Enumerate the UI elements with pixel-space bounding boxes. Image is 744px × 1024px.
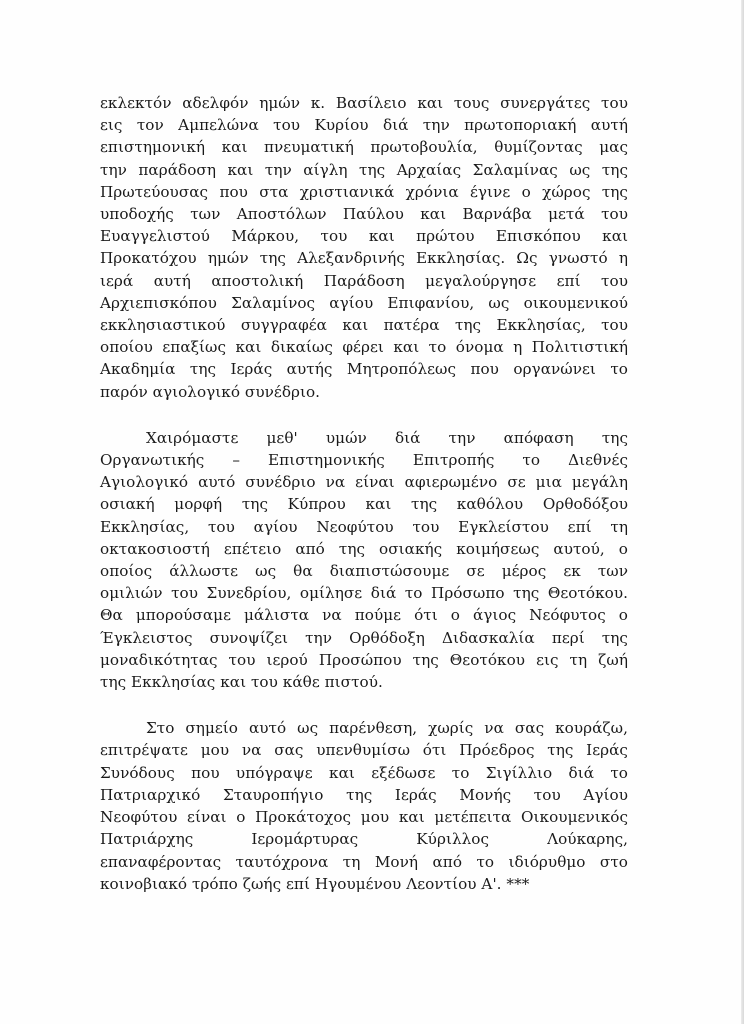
text-line: Νεοφύτου είναι ο Προκάτοχος μου και μετέπειτα Οικουμενικός — [100, 808, 628, 827]
text-line: επιτρέψατε μου να σας υπενθυμίσω ότι Πρόεδρος της Ιεράς — [100, 741, 628, 760]
text-line: Πατριάρχης Ιερομάρτυρας Κύριλλος Λούκαρης, — [100, 830, 628, 849]
text-line: Αγιολογικό αυτό συνέδριο να είναι αφιερωμένο σε μια μεγάλη — [100, 473, 628, 492]
text-line: επιστημονική και πνευματική πρωτοβουλία, θυμίζοντας μας — [100, 138, 628, 157]
paragraph-1 — [100, 92, 628, 403]
text-line: Ευαγγελιστού Μάρκου, του και πρώτου Επισκόπου και — [100, 227, 628, 246]
text-line: οσιακή μορφή της Κύπρου και της καθόλου Ορθοδόξου — [100, 495, 628, 514]
text-line: Εκκλησίας, του αγίου Νεοφύτου του Εγκλείστου επί τη — [100, 517, 628, 536]
text-line: Πρωτεύουσας που στα χριστιανικά χρόνια έγινε ο χώρος της — [100, 182, 628, 201]
text-line: Συνόδους που υπόγραψε και εξέδωσε το Σιγίλλιο διά το — [100, 763, 628, 782]
letter-body — [100, 92, 628, 895]
text-line: μοναδικότητας του ιερού Προσώπου της Θεοτόκου εις τη ζωή — [100, 650, 628, 669]
text-line: επαναφέροντας ταυτόχρονα τη Μονή από το ιδιόρυθμο στο — [100, 852, 628, 871]
text-line: Θα μπορούσαμε μάλιστα να πούμε ότι ο άγιος Νεόφυτος ο — [100, 606, 628, 625]
text-line: Ακαδημία της Ιεράς αυτής Μητροπόλεως που οργανώνει το — [100, 360, 628, 379]
text-line: ομιλιών του Συνεδρίου, ομίλησε διά το Πρόσωπο της Θεοτόκου. — [100, 584, 628, 603]
text-line: παρόν αγιολογικό συνέδριο. — [100, 382, 321, 401]
text-line: οκτακοσιοστή επέτειο από της οσιακής κοιμήσεως αυτού, ο — [100, 539, 628, 558]
text-line: Στο σημείο αυτό ως παρένθεση, χωρίς να σας κουράζω, — [146, 719, 628, 738]
text-line: Αρχιεπισκόπου Σαλαμίνος αγίου Επιφανίου, ως οικουμενικού — [100, 293, 628, 312]
text-line: Πατριαρχικό Σταυροπήγιο της Ιεράς Μονής του Αγίου — [100, 785, 628, 804]
text-line: ιερά αυτή αποστολική Παράδοση μεγαλούργησε επί του — [100, 271, 628, 290]
text-line: κοινοβιακό τρόπο ζωής επί Ηγουμένου Λεοντίου Α'. *** — [100, 874, 530, 893]
text-line: εις τον Αμπελώνα του Κυρίου διά την πρωτοποριακή αυτή — [100, 116, 628, 135]
text-line: οποίος άλλωστε ως θα διαπιστώσουμε σε μέρος εκ των — [100, 562, 628, 581]
text-line: εκκλησιαστικού συγγραφέα και πατέρα της Εκκλησίας, του — [100, 316, 628, 335]
text-line: υποδοχής των Αποστόλων Παύλου και Βαρνάβα μετά του — [100, 205, 628, 224]
text-line: Προκατόχου ημών της Αλεξανδρινής Εκκλησίας. Ως γνωστό η — [100, 249, 628, 268]
text-line: την παράδοση και την αίγλη της Αρχαίας Σαλαμίνας ως της — [100, 160, 628, 179]
text-line: Έγκλειστος συνοψίζει την Ορθόδοξη Διδασκαλία περί της — [100, 628, 628, 647]
text-line: Οργανωτικής – Επιστημονικής Επιτροπής το Διεθνές — [100, 451, 628, 470]
paragraph-3 — [100, 717, 628, 895]
text-line: Χαιρόμαστε μεθ' υμών διά την απόφαση της — [146, 428, 628, 447]
text-line: οποίου επαξίως και δικαίως φέρει και το όνομα η Πολιτιστική — [100, 338, 628, 357]
paragraph-2 — [100, 427, 628, 693]
text-line: της Εκκλησίας και του κάθε πιστού. — [100, 673, 383, 692]
text-line: εκλεκτόν αδελφόν ημών κ. Βασίλειο και τους συνεργάτες του — [100, 94, 628, 112]
